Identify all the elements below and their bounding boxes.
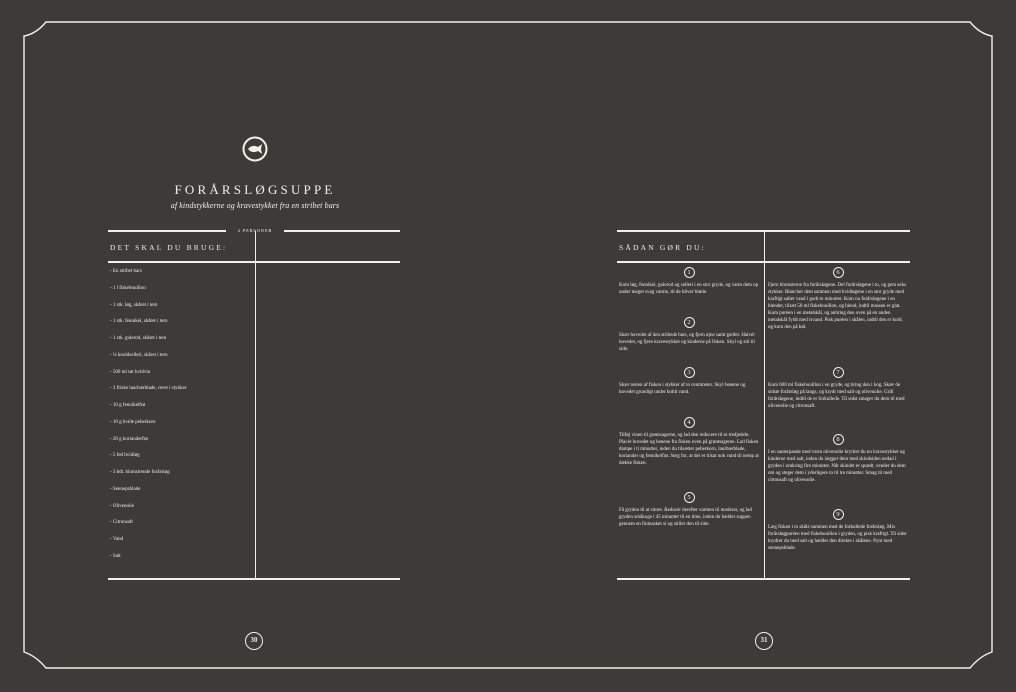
ingredient-item: - 3 bdt. blomstrende forårsløg	[110, 470, 170, 475]
step-text: Kom løg, fennikel, gulerod og selleri i en stor gryde, og varm dem op under meget svag varme, til de bliver bløde.	[619, 283, 759, 295]
ingredient-item: - 500 ml tør hvidvin	[110, 369, 151, 375]
method-step	[619, 492, 759, 528]
recipe-title: FORÅRSLØGSUPPE	[174, 182, 336, 197]
step-text: Skær hovedet af den stribede bars, og fjern øjne samt gæller. Halvér hovedet, og fjern kravestykket og kinderne på fisken. Skyl og stil til side.	[619, 333, 755, 352]
step-number-badge: 8	[833, 434, 844, 445]
step-text: Tilføj vinen til grøntsagerne, og lad den reducere til to tredjedele. Placér hovedet og benene fra fisken oven på grøntsagerne. Lad fisken dampe i ti minutter, inden du tilsætter peberkorn, laurbærblade, koriander og fennikelfrø. Sørg for, at der er tilsat nok vand til netop at dække fisken.	[619, 433, 759, 466]
method-step	[619, 317, 759, 353]
method-step	[768, 434, 908, 484]
ingredient-item: - 1 stk. gulerod, skåret i tern	[110, 336, 167, 341]
ingredient-item: - 1 stk. fennikel, skåret i tern	[110, 319, 168, 325]
method-step	[619, 417, 759, 467]
ingredient-item: - 20 g korianderfrø	[110, 436, 148, 442]
ingredients-bottom-rule	[108, 578, 400, 580]
step-number-badge: 6	[833, 267, 844, 278]
fish-emblem-icon	[242, 136, 268, 162]
ingredient-item: - 3 friske laurbærblade, revet i stykker	[110, 386, 187, 392]
ingredient-item: - Salt	[110, 553, 121, 559]
step-text: Fjern blomsterne fra forårsløgene. Del forårsløgene i to, og gem seks stykker. Blancher dem sammen med hvidløgene i en stor gryde med kraftigt saltet vand i godt to minutter. Kom nu forårsløgene i en blender, tilsæt 50 ml fiskebouillon, og blend, indtil massen er glat. Kom puréen i en metalskål, og anbring den oven på en anden metalskål fyldt med isvand. Pisk puréen i skålen, indtil den er kold, og kom den på køl.	[768, 283, 907, 330]
method-heading: SÅDAN GØR DU:	[619, 243, 706, 252]
ingredient-item: - 1 l fiskebouillon	[110, 285, 146, 291]
method-step	[619, 267, 759, 296]
ingredient-item: - 10 g hvide peberkorn	[110, 419, 156, 425]
ingredient-item: - Vand	[110, 537, 124, 542]
step-text: Få gryden til at simre. Reducér derefter varmen til moderat, og lad gryden småkoge i 45 minutter til en time, inden du hælder suppen gennem en finmasket si og stiller den til side.	[619, 508, 752, 527]
ingredient-item: - Sennepsblade	[110, 486, 141, 492]
method-step	[619, 367, 759, 396]
ingredient-item: - 10 g fennikelfrø	[110, 403, 146, 408]
page-number-left: 30	[245, 632, 263, 650]
ingredients-list	[110, 267, 250, 569]
ingredient-item: - Olivenolie	[110, 503, 135, 509]
method-step	[768, 367, 908, 410]
ingredient-item: - 5 fed hvidløg	[110, 453, 140, 459]
ingredients-column-divider	[255, 231, 256, 578]
step-number-badge: 4	[684, 417, 695, 428]
step-text: Læg fisken i to skåle sammen med de forkullede forårsløg. Mix forårsløgpuréen med fiskebouillon i gryden, og pisk kraftigt. Til sidst krydrer du med salt og hælder den direkte i skålene. Pynt med sennepsblade.	[768, 525, 907, 551]
ingredient-item: - ¼ knoldselleri, skåret i tern	[110, 352, 168, 358]
step-number-badge: 2	[684, 317, 695, 328]
ingredient-item: - En stribet bars	[110, 269, 142, 274]
ingredient-item: - Citronsaft	[110, 520, 133, 526]
method-step	[768, 509, 908, 552]
step-text: Kom 600 ml fiskebouillon i en gryde, og bring den i kog. Skær de sidste forårsløg på langs, og krydr med salt og olivenolie. Grill forårsløgene, indtil de er forkullede. Til sidst smager du dem til med olivenolie og citronsaft.	[768, 383, 905, 409]
step-number-badge: 5	[684, 492, 695, 503]
step-number-badge: 1	[684, 267, 695, 278]
servings-label: 2 PERSONER	[226, 227, 284, 234]
method-step	[768, 267, 908, 331]
ingredients-head-rule	[108, 261, 400, 263]
step-number-badge: 7	[833, 367, 844, 378]
method-bottom-rule	[617, 578, 910, 580]
page-number-right: 31	[755, 632, 773, 650]
step-text: Skær resten af fisken i stykker af to centimeter. Skyl benene og hovedet grundigt under koldt vand.	[619, 383, 746, 395]
recipe-subtitle: af kindstykkerne og kravestykket fra en stribet bars	[170, 201, 340, 210]
ingredient-item: - 1 stk. løg, skåret i tern	[110, 302, 158, 308]
method-column-divider	[764, 231, 765, 578]
ingredients-heading: DET SKAL DU BRUGE:	[110, 243, 228, 252]
step-number-badge: 3	[684, 367, 695, 378]
step-text: I en sauterpande med varm olivenolie krydrer du nu kravestykket og kinderne med salt, inden du lægger dem med skindsiden nedad i gryden i omkring fire minutter. Når skindet er sprødt, vender du dem om og steger dem i yderligere to til tre minutter. Smag til med citronsaft og olivenolie.	[768, 450, 906, 483]
step-number-badge: 9	[833, 509, 844, 520]
